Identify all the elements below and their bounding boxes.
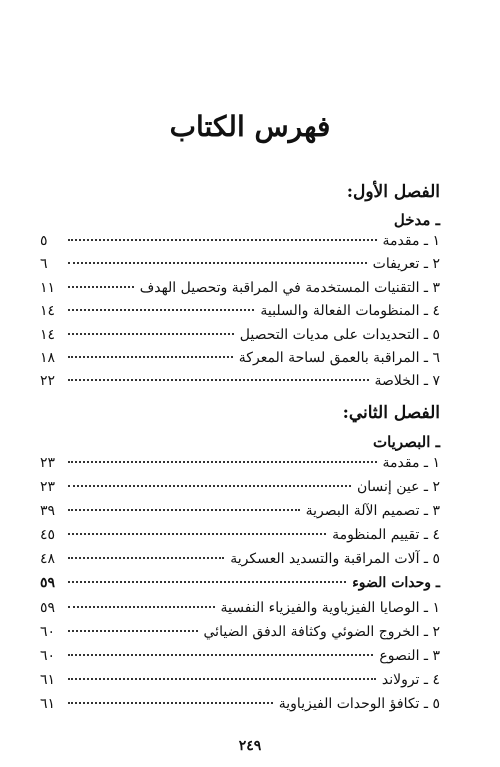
entry-label: ٤ ـ تقييم المنظومة (332, 527, 440, 543)
entry-label: ٣ ـ التقنيات المستخدمة في المراقبة وتحصيل الهدف (139, 280, 440, 296)
toc-entry[interactable] (40, 280, 440, 302)
dot-leader (68, 606, 215, 608)
chapter-1-heading: الفصل الأول: (346, 182, 440, 202)
entry-page: ٤٥ (40, 527, 56, 543)
entry-page: ١٨ (40, 350, 56, 366)
dot-leader (68, 461, 377, 463)
dot-leader (68, 379, 369, 381)
entry-page: ٥٩ (40, 575, 56, 591)
chapter-2-heading: الفصل الثاني: (342, 403, 440, 423)
dot-leader (68, 557, 224, 559)
toc-section-entry[interactable] (40, 575, 440, 597)
entry-label: ٥ ـ تكافؤ الوحدات الفيزياوية (278, 696, 440, 712)
section-optics-heading: ـ البصريات (372, 433, 440, 451)
entry-page: ٦١ (40, 672, 56, 688)
entry-page: ٣٩ (40, 503, 56, 519)
entry-label: ٧ ـ الخلاصة (374, 373, 440, 389)
entry-page: ٦١ (40, 696, 56, 712)
toc-entry[interactable] (40, 303, 440, 325)
entry-label: ٣ ـ تصميم الآلة البصرية (305, 503, 440, 519)
entry-label: ١ ـ مقدمة (382, 455, 440, 471)
dot-leader (68, 678, 376, 680)
toc-entry[interactable] (40, 672, 440, 694)
entry-page: ٢٣ (40, 455, 56, 471)
dot-leader (68, 533, 326, 535)
entry-page: ٤٨ (40, 551, 56, 567)
toc-entry[interactable] (40, 233, 440, 255)
entry-page: ٢٢ (40, 373, 56, 389)
page-number: ٢٤٩ (238, 738, 262, 754)
entry-page: ٦٠ (40, 624, 56, 640)
entry-label: ٤ ـ ترولاند (381, 672, 440, 688)
entry-page: ٦ (40, 256, 48, 272)
entry-page: ٥٩ (40, 600, 56, 616)
entry-page: ١٤ (40, 303, 56, 319)
section-intro-heading: ـ مدخل (393, 211, 440, 229)
toc-entry[interactable] (40, 551, 440, 573)
dot-leader (68, 309, 254, 311)
entry-page: ١٤ (40, 327, 56, 343)
toc-entry[interactable] (40, 256, 440, 278)
section-light-units-label: ـ وحدات الضوء (352, 575, 440, 591)
page-title: فهرس الكتاب (169, 110, 331, 143)
dot-leader (68, 509, 300, 511)
entry-label: ٢ ـ تعريفات (372, 256, 440, 272)
toc-entry[interactable] (40, 648, 440, 670)
toc-entry[interactable] (40, 696, 440, 718)
toc-entry[interactable] (40, 600, 440, 622)
entry-label: ٢ ـ عين إنسان (356, 479, 440, 495)
entry-label: ٣ ـ النصوع (379, 648, 440, 664)
entry-label: ٥ ـ آلات المراقبة والتسديد العسكرية (230, 551, 440, 567)
dot-leader (68, 286, 134, 288)
toc-entry[interactable] (40, 350, 440, 372)
entry-label: ١ ـ الوصايا الفيزياوية والفيزياء النفسية (220, 600, 440, 616)
entry-page: ٦٠ (40, 648, 56, 664)
dot-leader (68, 702, 273, 704)
entry-label: ١ ـ مقدمة (382, 233, 440, 249)
dot-leader (68, 485, 351, 487)
entry-label: ٢ ـ الخروج الضوئي وكثافة الدفق الضيائي (203, 624, 440, 640)
dot-leader (68, 333, 234, 335)
dot-leader (68, 630, 198, 632)
entry-label: ٦ ـ المراقبة بالعمق لساحة المعركة (238, 350, 440, 366)
toc-entry[interactable] (40, 373, 440, 395)
toc-entry[interactable] (40, 455, 440, 477)
toc-entry[interactable] (40, 624, 440, 646)
entry-label: ٥ ـ التحديدات على مديات التحصيل (239, 327, 440, 343)
toc-entry[interactable] (40, 479, 440, 501)
dot-leader (68, 356, 233, 358)
dot-leader (68, 581, 346, 583)
dot-leader (68, 239, 377, 241)
entry-page: ١١ (40, 280, 56, 296)
dot-leader (68, 654, 373, 656)
toc-entry[interactable] (40, 527, 440, 549)
dot-leader (68, 262, 367, 264)
entry-page: ٢٣ (40, 479, 56, 495)
entry-label: ٤ ـ المنظومات الفعالة والسلبية (260, 303, 440, 319)
toc-entry[interactable] (40, 327, 440, 349)
toc-entry[interactable] (40, 503, 440, 525)
entry-page: ٥ (40, 233, 48, 249)
